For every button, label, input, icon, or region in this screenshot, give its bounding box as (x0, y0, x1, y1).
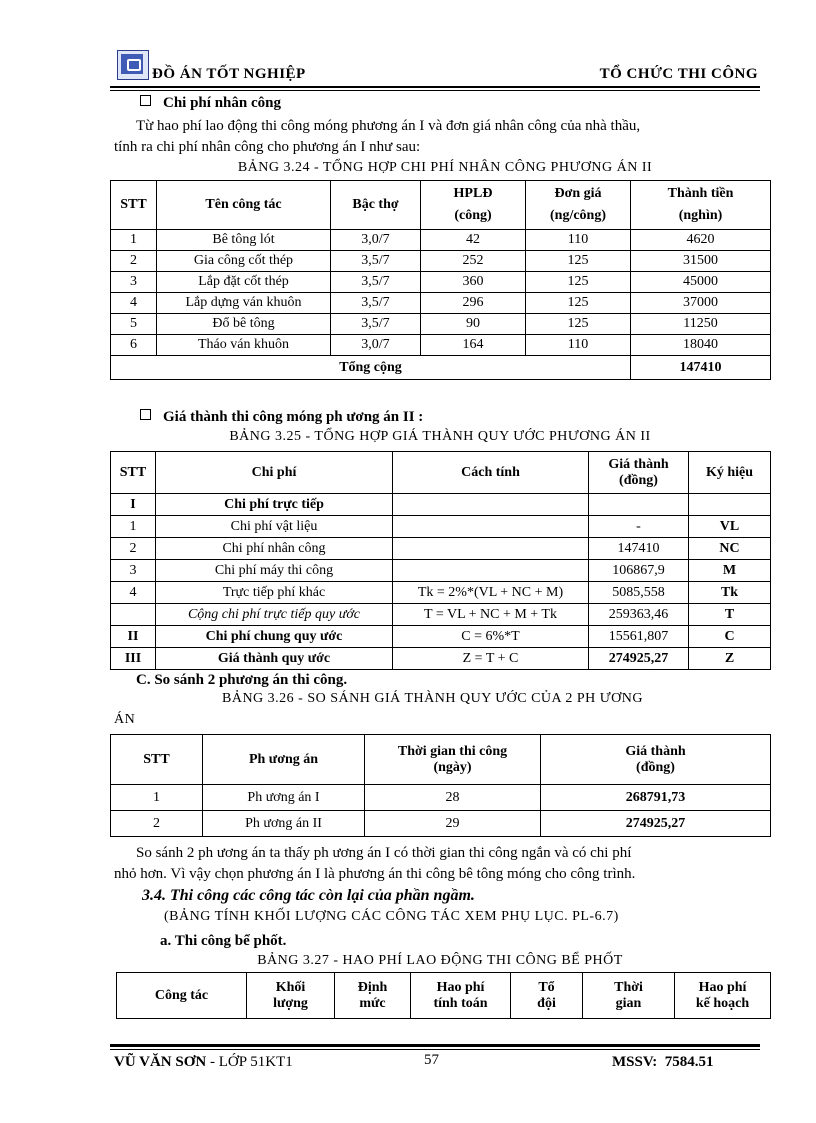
footer-rule-thick (110, 1044, 760, 1047)
t4-header-plan: Hao phí kế hoạch (675, 973, 771, 1019)
sub-heading-septic: a. Thi công bể phốt. (160, 933, 287, 949)
table-row: 5 Đổ bê tông 3,5/7 90 125 11250 (111, 314, 771, 335)
t2-header-stt: STT (111, 452, 156, 494)
table1-total-row (111, 356, 771, 380)
school-logo (117, 50, 149, 80)
conventional-cost-table (110, 451, 771, 670)
table-row: Cộng chi phí trực tiếp quy ước T = VL + NC + M + Tk 259363,46 T (111, 604, 771, 626)
comparison-table (110, 734, 771, 837)
table-row: 3 Lắp đặt cốt thép 3,5/7 360 125 45000 (111, 272, 771, 293)
footer-author-block (114, 1054, 293, 1071)
header-rule-thick (110, 86, 760, 88)
footer-class: - LỚP 51KT1 (206, 1054, 293, 1070)
footer-mssv: MSSV: 7584.51 (612, 1054, 714, 1070)
t4-header-work: Công tác (117, 973, 247, 1019)
t1-total-label: Tổng cộng (111, 356, 631, 380)
conclusion-line1: So sánh 2 ph ương án ta thấy ph ương án I có thời gian thi công ngắn và có chi phí (136, 845, 632, 861)
checkbox-bullet-icon (140, 95, 151, 106)
labor-paragraph-line1: Từ hao phí lao động thi công móng phương án I và đơn giá nhân công của nhà thầu, (136, 118, 641, 134)
t4-header-volume: Khối lượng (247, 973, 335, 1019)
t1-header-grade: Bậc thợ (331, 181, 421, 230)
t1-total-value: 147410 (631, 356, 771, 380)
t2-header-method: Cách tính (393, 452, 589, 494)
table2-title: BẢNG 3.25 - TỔNG HỢP GIÁ THÀNH QUY ƯỚC PHƯƠNG ÁN II (229, 429, 651, 444)
t1-header-stt: STT (111, 181, 157, 230)
table3-title-line1: BẢNG 3.26 - SO SÁNH GIÁ THÀNH QUY ƯỚC CỦA 2 PH ƯƠNG (222, 691, 643, 706)
header-rule-thin (110, 90, 760, 91)
t4-header-time: Thời gian (583, 973, 675, 1019)
t3-header-time: Thời gian thi công (ngày) (365, 735, 541, 785)
t2-header-price: Giá thành (đồng) (589, 452, 689, 494)
t1-header-total: Thành tiền (nghìn) (631, 181, 771, 230)
table-row: 2 Ph ương án II 29 274925,27 (111, 811, 771, 837)
section-heading-cost: Giá thành thi công móng ph ương án II : (140, 406, 423, 428)
table-row: III Giá thành quy ước Z = T + C 274925,27 Z (111, 648, 771, 670)
t4-header-norm: Định mức (335, 973, 411, 1019)
table-row: I Chi phí trực tiếp (111, 494, 771, 516)
section-heading-labor: Chi phí nhân công (140, 92, 281, 114)
section-heading-3-4: 3.4. Thi công các công tác còn lại của phần ngầm. (142, 887, 475, 904)
table4-header-row (117, 973, 771, 1019)
t1-header-work: Tên công tác (157, 181, 331, 230)
t3-header-option: Ph ương án (203, 735, 365, 785)
table3-header-row (111, 735, 771, 785)
table-row: 1 Chi phí vật liệu - VL (111, 516, 771, 538)
table3-title-line2: ÁN (114, 712, 136, 727)
conclusion-line2: nhỏ hơn. Vì vậy chọn phương án I là phương án thi công bê tông móng cho công trình. (114, 866, 636, 882)
t1-header-hpld: HPLĐ (công) (421, 181, 526, 230)
table-row: II Chi phí chung quy ước C = 6%*T 15561,807 C (111, 626, 771, 648)
table-row: 4 Trực tiếp phí khác Tk = 2%*(VL + NC + M) 5085,558 Tk (111, 582, 771, 604)
table-row: 1 Ph ương án I 28 268791,73 (111, 785, 771, 811)
t4-header-team: Tổ đội (511, 973, 583, 1019)
labor-paragraph-line2: tính ra chi phí nhân công cho phương án I như sau: (114, 139, 421, 155)
table4-title: BẢNG 3.27 - HAO PHÍ LAO ĐỘNG THI CÔNG BỂ PHỐT (257, 953, 623, 968)
table-row: 6 Tháo ván khuôn 3,0/7 164 110 18040 (111, 335, 771, 356)
table-row: 2 Chi phí nhân công 147410 NC (111, 538, 771, 560)
table-row: 1 Bê tông lót 3,0/7 42 110 4620 (111, 230, 771, 251)
appendix-note: (BẢNG TÍNH KHỐI LƯỢNG CÁC CÔNG TÁC XEM PHỤ LỤC. PL-6.7) (164, 909, 619, 924)
header-right-title: TỔ CHỨC THI CÔNG (599, 66, 758, 82)
table-row: 3 Chi phí máy thi công 106867,9 M (111, 560, 771, 582)
t2-header-symbol: Ký hiệu (689, 452, 771, 494)
page-number: 57 (424, 1052, 439, 1068)
table-row: 4 Lắp dựng ván khuôn 3,5/7 296 125 37000 (111, 293, 771, 314)
septic-labor-table (116, 972, 771, 1019)
footer-rule-thin (110, 1049, 760, 1050)
table1-title: BẢNG 3.24 - TỔNG HỢP CHI PHÍ NHÂN CÔNG PHƯƠNG ÁN II (237, 160, 653, 175)
section-heading-compare: C. So sánh 2 phương án thi công. (136, 672, 348, 688)
table2-header-row (111, 452, 771, 494)
table1-header-row (111, 181, 771, 230)
header-left-title: ĐỒ ÁN TỐT NGHIỆP (152, 66, 306, 82)
labor-cost-table (110, 180, 771, 380)
t4-header-calc: Hao phí tính toán (411, 973, 511, 1019)
table-row: 2 Gia công cốt thép 3,5/7 252 125 31500 (111, 251, 771, 272)
t1-header-price: Đơn giá (ng/công) (526, 181, 631, 230)
t3-header-stt: STT (111, 735, 203, 785)
footer-author: VŨ VĂN SƠN (114, 1054, 207, 1070)
t2-header-cost: Chi phí (156, 452, 393, 494)
t3-header-price: Giá thành (đồng) (541, 735, 771, 785)
checkbox-bullet-icon (140, 409, 151, 420)
